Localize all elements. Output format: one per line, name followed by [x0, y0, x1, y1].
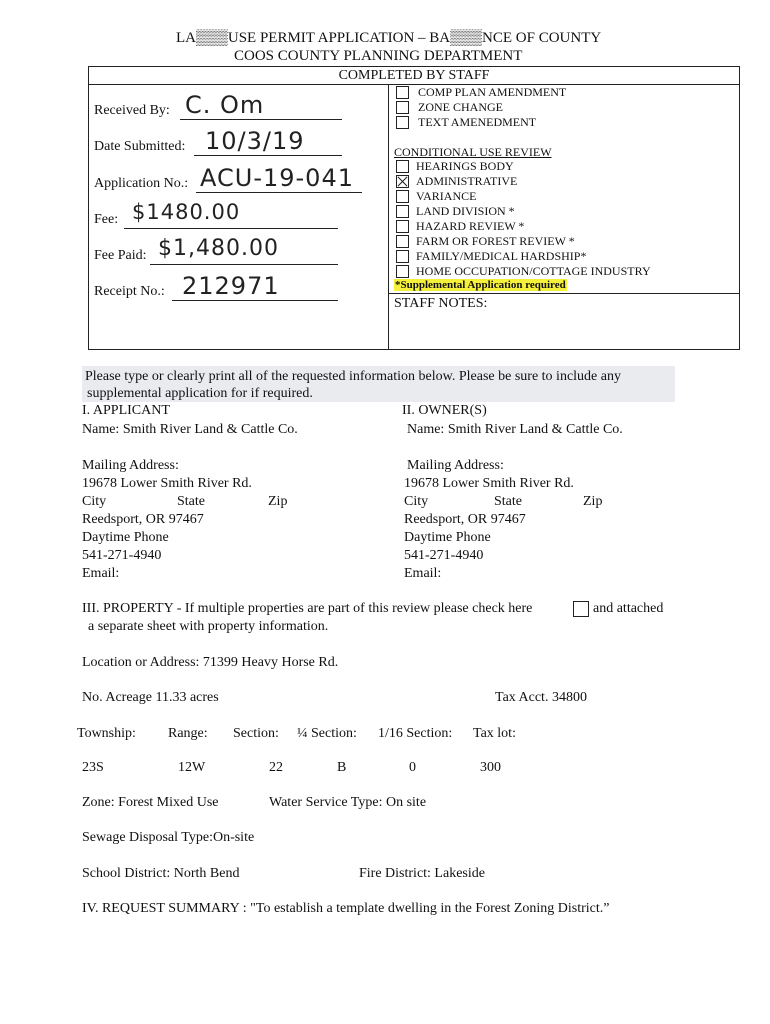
water-service: Water Service Type: On site [269, 795, 427, 810]
administrative-checkbox[interactable] [396, 175, 409, 188]
fee-label: Fee: [94, 212, 119, 227]
owner-email-label: Email: [404, 566, 442, 581]
property-heading-tail: and attached [593, 601, 664, 616]
instructions-line2: supplemental application for if required. [87, 386, 313, 401]
land-division-label: LAND DIVISION * [416, 204, 515, 218]
date-submitted-value: 10/3/19 [205, 127, 305, 155]
variance-checkbox[interactable] [396, 190, 409, 203]
received-by-label: Received By: [94, 103, 170, 118]
section-value: 22 [269, 760, 283, 775]
request-summary: IV. REQUEST SUMMARY : "To establish a template dwelling in the Forest Zoning District.” [82, 901, 610, 916]
family-medical-hardship-label: FAMILY/MEDICAL HARDSHIP* [416, 249, 587, 263]
owner-city-label: City [404, 494, 429, 509]
applicant-state-label: State [177, 494, 205, 509]
fee-line [124, 228, 338, 229]
school-district: School District: North Bend [82, 866, 240, 881]
application-no-line [196, 192, 362, 193]
zone: Zone: Forest Mixed Use [82, 795, 219, 810]
received-by-value: C. Om [185, 91, 265, 119]
staff-box-heading: COMPLETED BY STAFF [89, 67, 739, 85]
property-acreage: No. Acreage 11.33 acres [82, 690, 219, 705]
application-no-label: Application No.: [94, 176, 189, 191]
owner-state-label: State [494, 494, 522, 509]
section-label: Section: [233, 726, 279, 741]
conditional-use-heading: CONDITIONAL USE REVIEW [394, 145, 552, 159]
applicant-city-state-zip: Reedsport, OR 97467 [82, 512, 204, 527]
form-title: LA▒▒▒USE PERMIT APPLICATION – BA▒▒▒NCE OF COUNTY [176, 30, 602, 46]
property-tax-acct: Tax Acct. 34800 [495, 690, 587, 705]
applicant-city-label: City [82, 494, 107, 509]
applicant-name: Name: Smith River Land & Cattle Co. [82, 422, 298, 437]
receipt-no-line [172, 300, 338, 301]
tax-lot-label: Tax lot: [473, 726, 516, 741]
supplemental-note: *Supplemental Application required [395, 279, 566, 291]
date-submitted-label: Date Submitted: [94, 139, 186, 154]
quarter-section-value: B [337, 760, 347, 775]
date-submitted-line [194, 155, 342, 156]
sewage-disposal: Sewage Disposal Type:On-site [82, 830, 255, 845]
range-value: 12W [178, 760, 206, 775]
owner-phone: 541-271-4940 [404, 548, 484, 563]
applicant-email-label: Email: [82, 566, 120, 581]
range-label: Range: [168, 726, 208, 741]
zone-change-checkbox[interactable] [396, 101, 409, 114]
hazard-review-checkbox[interactable] [396, 220, 409, 233]
family-medical-hardship-checkbox[interactable] [396, 250, 409, 263]
sixteenth-section-value: 0 [409, 760, 416, 775]
owner-heading: II. OWNER(S) [402, 403, 487, 418]
land-division-checkbox[interactable] [396, 205, 409, 218]
owner-name: Name: Smith River Land & Cattle Co. [407, 422, 623, 437]
fee-paid-line [150, 264, 338, 265]
hazard-review-label: HAZARD REVIEW * [416, 219, 525, 233]
staff-box-divider [388, 85, 389, 349]
text-amendment-label: TEXT AMENEDMENT [418, 115, 537, 129]
township-value: 23S [82, 760, 104, 775]
multiple-properties-checkbox[interactable] [573, 601, 589, 617]
owner-mailing-label: Mailing Address: [407, 458, 504, 473]
staff-notes-rule [389, 293, 739, 294]
tax-lot-value: 300 [480, 760, 501, 775]
home-occupation-label: HOME OCCUPATION/COTTAGE INDUSTRY [416, 264, 651, 278]
hearings-body-label: HEARINGS BODY [416, 159, 514, 173]
applicant-mailing-label: Mailing Address: [82, 458, 179, 473]
receipt-no-label: Receipt No.: [94, 284, 165, 299]
instructions-line1: Please type or clearly print all of the requested information below. Please be sure to include any [85, 369, 621, 384]
staff-notes-label: STAFF NOTES: [394, 296, 488, 311]
fire-district: Fire District: Lakeside [359, 866, 485, 881]
fee-paid-value: $1,480.00 [158, 236, 279, 261]
text-amendment-checkbox[interactable] [396, 116, 409, 129]
department-name: COOS COUNTY PLANNING DEPARTMENT [234, 48, 523, 64]
owner-city-state-zip: Reedsport, OR 97467 [404, 512, 526, 527]
zone-change-label: ZONE CHANGE [418, 100, 503, 114]
hearings-body-checkbox[interactable] [396, 160, 409, 173]
comp-plan-checkbox[interactable] [396, 86, 409, 99]
home-occupation-checkbox[interactable] [396, 265, 409, 278]
sixteenth-section-label: 1/16 Section: [378, 726, 453, 741]
property-location: Location or Address: 71399 Heavy Horse Rd. [82, 655, 339, 670]
owner-address: 19678 Lower Smith River Rd. [404, 476, 574, 491]
owner-zip-label: Zip [583, 494, 603, 509]
variance-label: VARIANCE [416, 189, 477, 203]
received-by-line [180, 119, 342, 120]
applicant-address: 19678 Lower Smith River Rd. [82, 476, 252, 491]
owner-phone-label: Daytime Phone [404, 530, 491, 545]
property-heading: III. PROPERTY - If multiple properties are part of this review please check here [82, 601, 533, 616]
administrative-label: ADMINISTRATIVE [416, 174, 518, 188]
applicant-phone: 541-271-4940 [82, 548, 162, 563]
applicant-phone-label: Daytime Phone [82, 530, 169, 545]
application-no-value: ACU-19-041 [200, 164, 354, 192]
fee-value: $1480.00 [132, 200, 241, 224]
receipt-no-value: 212971 [182, 272, 280, 300]
township-label: Township: [77, 726, 136, 741]
farm-forest-review-checkbox[interactable] [396, 235, 409, 248]
applicant-zip-label: Zip [268, 494, 288, 509]
farm-forest-review-label: FARM OR FOREST REVIEW * [416, 234, 575, 248]
property-heading-line2: a separate sheet with property information. [88, 619, 329, 634]
applicant-heading: I. APPLICANT [82, 403, 170, 418]
comp-plan-label: COMP PLAN AMENDMENT [418, 85, 567, 99]
fee-paid-label: Fee Paid: [94, 248, 147, 263]
quarter-section-label: ¼ Section: [297, 726, 357, 741]
